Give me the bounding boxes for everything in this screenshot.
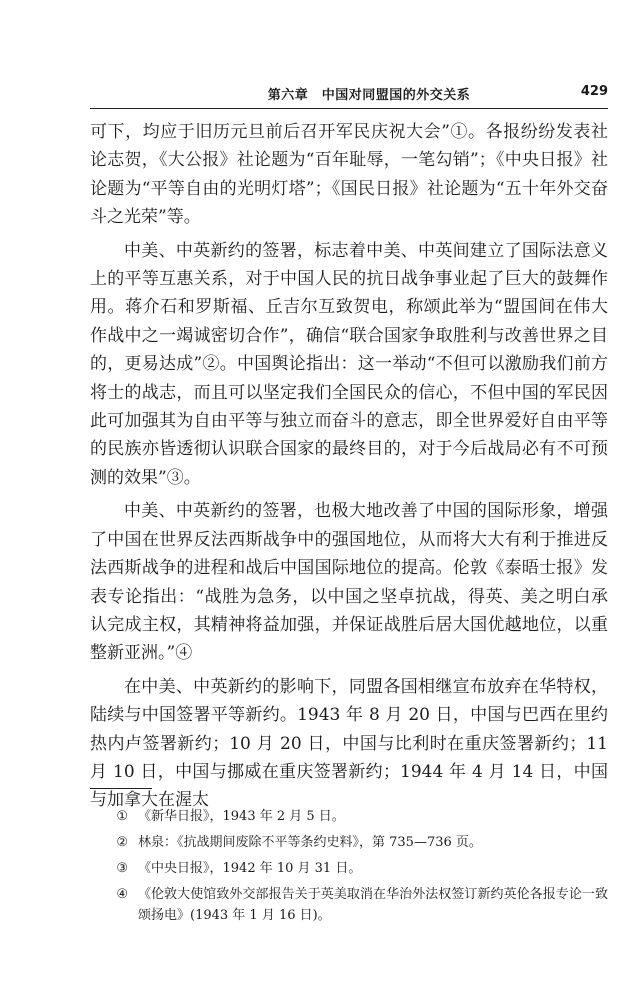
footnote-text: 林泉：《抗战期间废除不平等条约史料》，第 735—736 页。 xyxy=(138,835,482,850)
footnote-divider xyxy=(90,788,152,789)
footnote-mark: ③ xyxy=(116,861,128,876)
footnote-text: 《伦敦大使馆致外交部报告关于英美取消在华治外法权签订新约英伦各报专论一致颂扬电》(1943 年 1 月 16 日)。 xyxy=(138,887,608,923)
footnote xyxy=(90,832,608,853)
chapter-title: 第六章 中国对同盟国的外交关系 xyxy=(267,88,471,103)
paragraph: 中美、中英新约的签署，也极大地改善了中国的国际形象，增强了中国在世界反法西斯战争中的强国地位，从而将大大有利于推进反法西斯战争的进程和战后中国国际地位的提高。伦敦《泰晤士报》发表专论指出：“战胜为急务，以中国之坚卓抗战，得英、美之明白承认完成主权，其精神将益加强，并保证战胜后居大国优越地位，以重整新亚洲。”④ xyxy=(90,501,608,664)
running-header xyxy=(90,84,608,109)
page-number: 429 xyxy=(580,84,608,99)
footnotes xyxy=(90,806,608,931)
paragraph: 可下，均应于旧历元旦前后召开军民庆祝大会”①。各报纷纷发表社论志贺，《大公报》社论题为“百年耻辱，一笔勾销”；《中央日报》社论题为“平等自由的光明灯塔”；《国民日报》社论题为“五十年外交奋斗之光荣”等。 xyxy=(90,122,608,228)
footnote xyxy=(90,806,608,827)
body-text xyxy=(90,118,608,815)
paragraph: 中美、中英新约的签署，标志着中美、中英间建立了国际法意义上的平等互惠关系，对于中国人民的抗日战争事业起了巨大的鼓舞作用。蒋介石和罗斯福、丘吉尔互致贺电，称颂此举为“盟国间在伟大作战中之一竭诚密切合作”，确信“联合国家争取胜利与改善世界之目的，更易达成”②。中国舆论指出：这一举动“不但可以激励我们前方将士的战志，而且可以坚定我们全国民众的信心，不但中国的军民因此可加强其为自由平等与独立而奋斗的意志，即全世界爱好自由平等的民族亦皆透彻认识联合国家的最终目的，对于今后战局必有不可预测的效果”③。 xyxy=(90,240,608,488)
footnote-mark: ① xyxy=(116,809,128,824)
paragraph: 在中美、中英新约的影响下，同盟各国相继宣布放弃在华特权，陆续与中国签署平等新约。1943 年 8 月 20 日，中国与巴西在里约热内卢签署新约；10 月 20 日，中国与比利时在重庆签署新约；11 月 10 日，中国与挪威在重庆签署新约；1944 年 4 月 14 日，中国与加拿大在渥太 xyxy=(90,676,608,811)
footnote xyxy=(90,884,608,926)
footnote-mark: ② xyxy=(116,835,128,850)
footnote-mark: ④ xyxy=(116,887,128,902)
footnote-text: 《新华日报》，1943 年 2 月 5 日。 xyxy=(138,809,345,824)
footnote-text: 《中央日报》，1942 年 10 月 31 日。 xyxy=(138,861,362,876)
footnote xyxy=(90,858,608,879)
